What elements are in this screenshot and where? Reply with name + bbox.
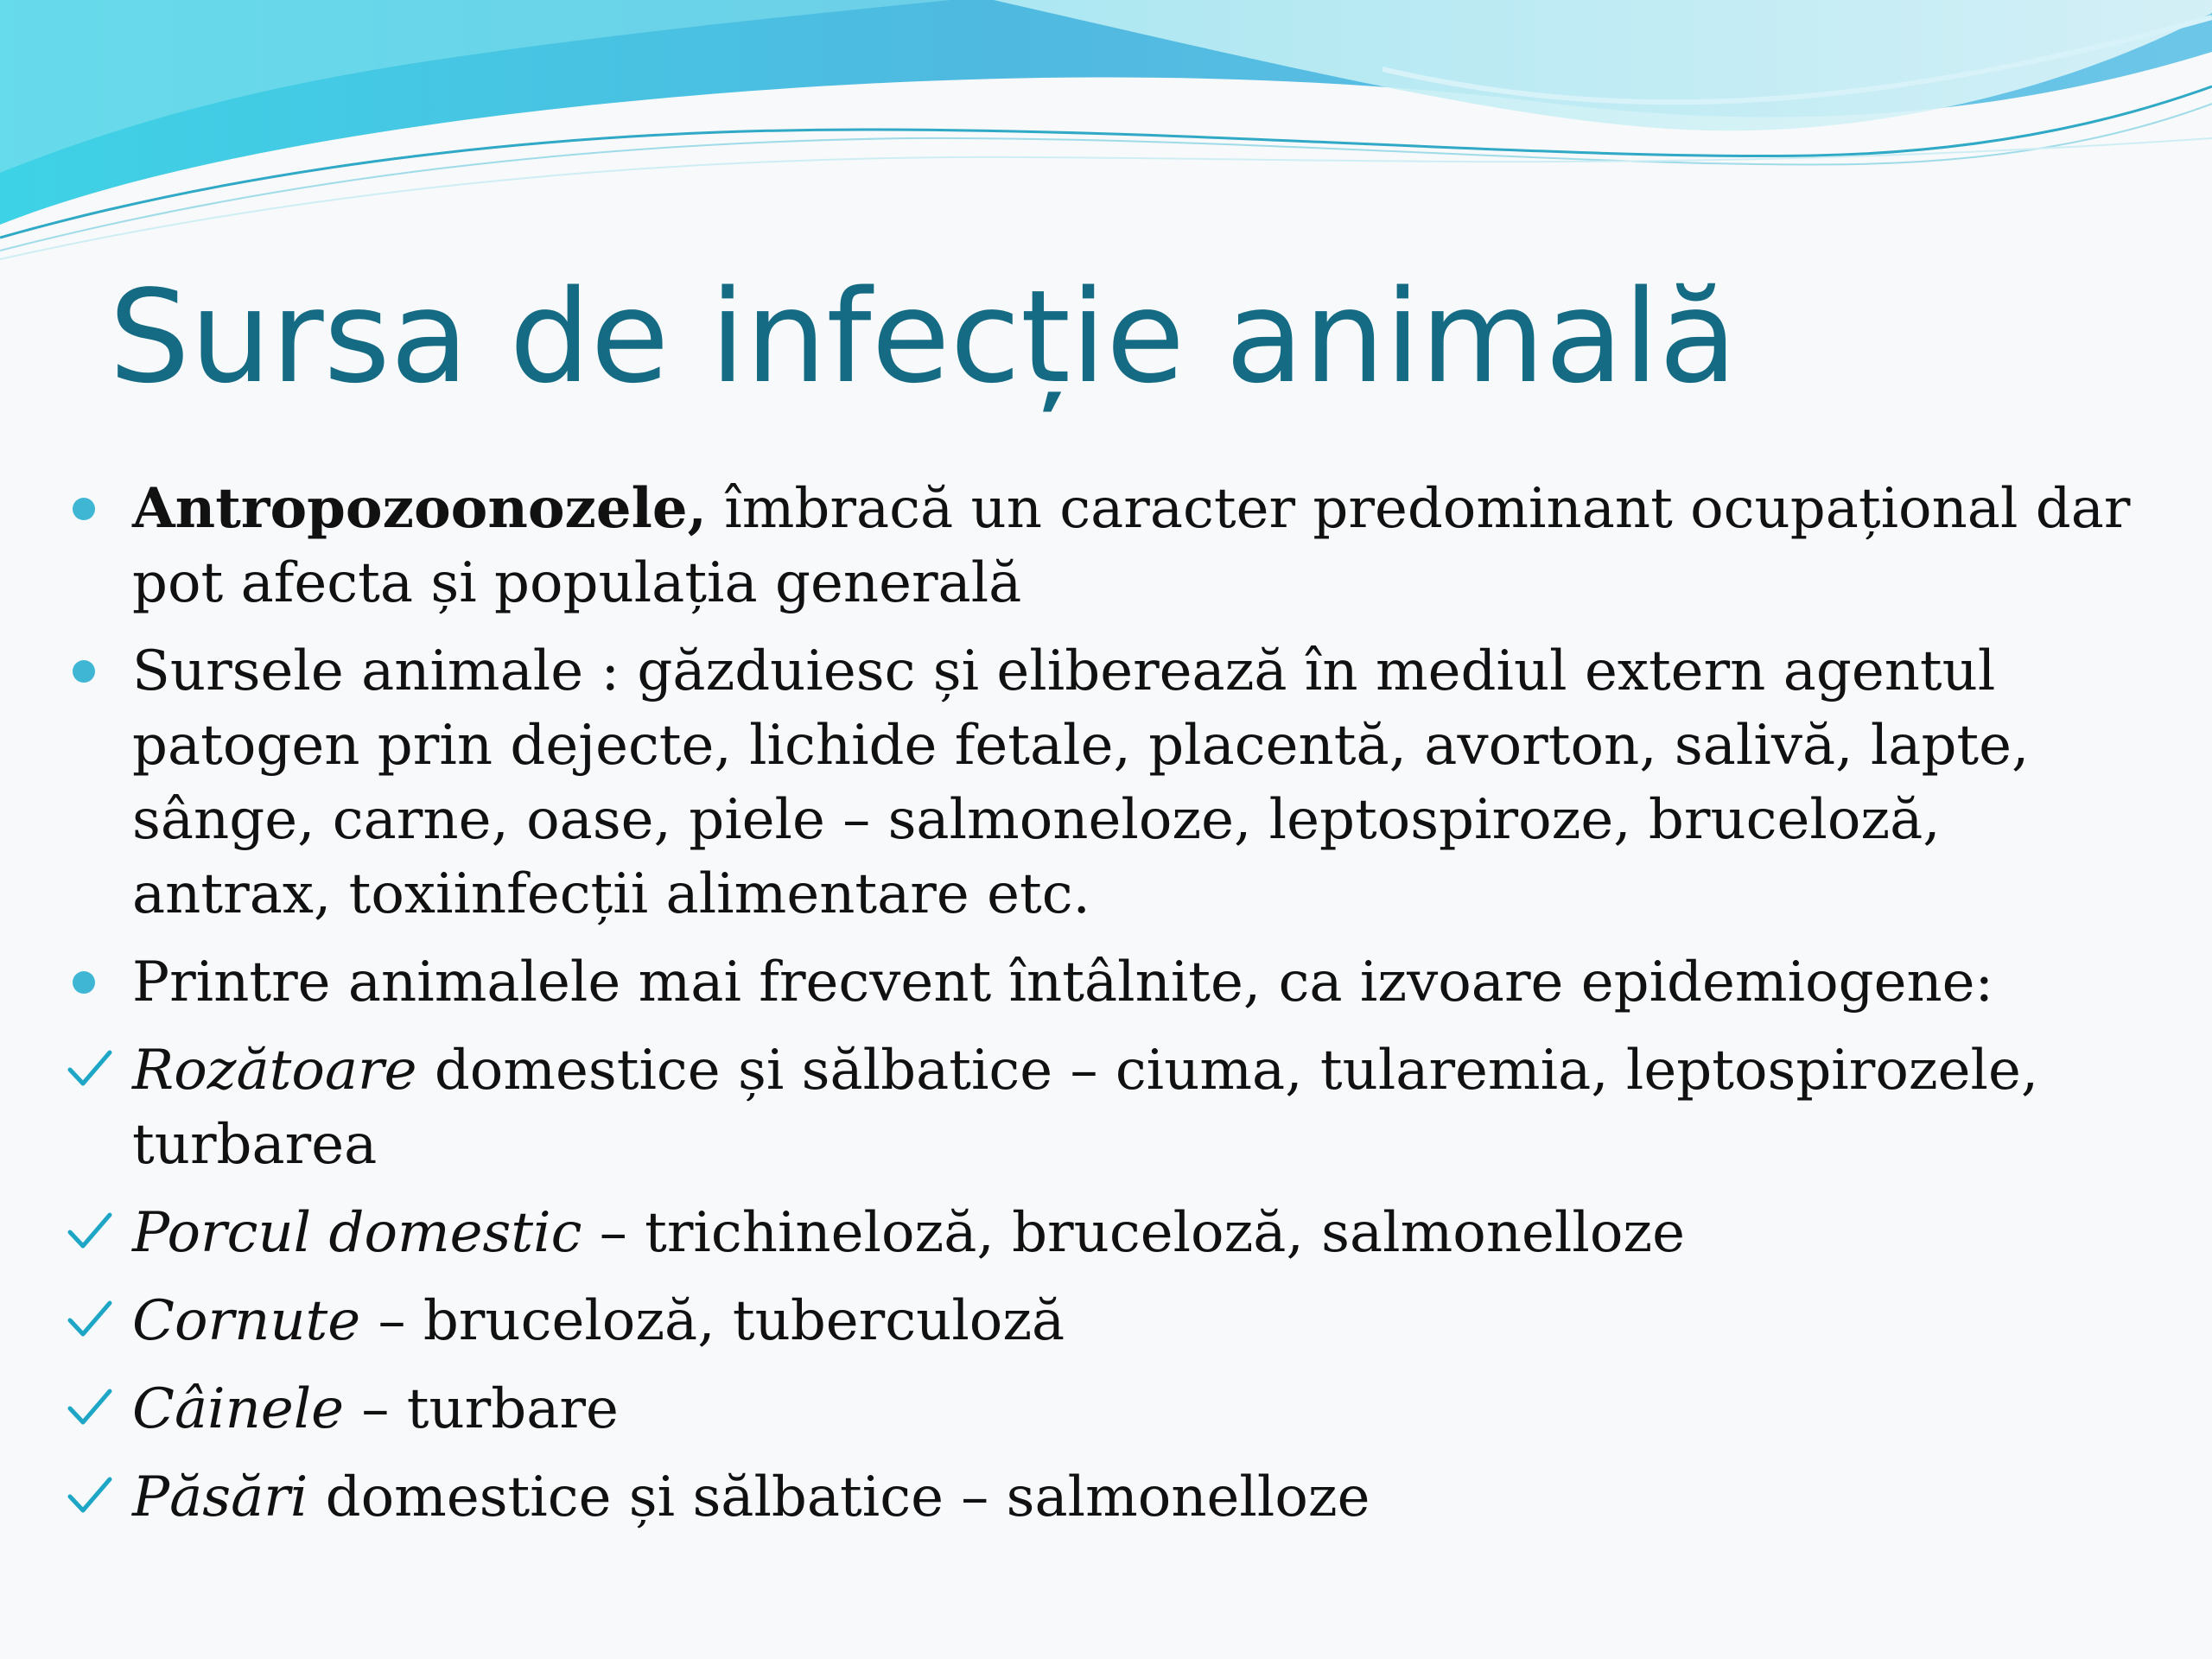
bullet-lead: Antropozoonozele, xyxy=(132,476,707,541)
checkmark-icon xyxy=(67,1049,112,1089)
bullet-dot-icon xyxy=(73,498,95,520)
check-lead: Porcul domestic xyxy=(132,1201,582,1265)
check-text: domestice și sălbatice – ciuma, tularemia, leptospirozele, turbarea xyxy=(132,1039,2039,1177)
check-lead: Câinele xyxy=(132,1377,345,1441)
check-text: – bruceloză, tuberculoză xyxy=(360,1289,1065,1353)
check-item xyxy=(0,1284,2212,1358)
check-lead: Cornute xyxy=(132,1289,361,1353)
check-item xyxy=(0,1033,2212,1182)
check-lead: Rozătoare xyxy=(132,1039,417,1103)
bullet-text: Sursele animale : găzduiesc și eliberează în mediul extern agentul patogen prin dejecte, lichide fetale, placentă, avorton, salivă, lapte, sânge, carne, oase, piele – salmoneloze, leptospiroze, bruceloză, antrax, toxiinfecții alimentare etc. xyxy=(132,639,2030,926)
bullet-text: îmbracă un caracter predominant ocupațional dar pot afecta și populația generală xyxy=(132,477,2131,615)
check-item xyxy=(0,1372,2212,1446)
header-wave-decoration xyxy=(0,0,2212,276)
checkmark-icon xyxy=(67,1300,112,1339)
check-text: domestice și sălbatice – salmonelloze xyxy=(308,1465,1370,1529)
bullet-dot-icon xyxy=(73,660,95,683)
checkmark-icon xyxy=(67,1211,112,1251)
bullet-text: Printre animalele mai frecvent întâlnite, ca izvoare epidemiogene: xyxy=(132,950,1994,1014)
check-item xyxy=(0,1460,2212,1535)
check-text: – turbare xyxy=(344,1377,619,1441)
bullet-item xyxy=(0,945,2212,1020)
slide-title: Sursa de infecție animală xyxy=(109,263,1738,411)
checkmark-icon xyxy=(67,1476,112,1516)
check-item xyxy=(0,1196,2212,1270)
checkmark-icon xyxy=(67,1388,112,1427)
bullet-dot-icon xyxy=(73,971,95,994)
check-lead: Păsări xyxy=(132,1465,308,1529)
bullet-item xyxy=(0,634,2212,931)
bullet-item xyxy=(0,472,2212,620)
slide-content xyxy=(0,472,2212,1535)
check-text: – trichineloză, bruceloză, salmonelloze xyxy=(582,1201,1685,1265)
